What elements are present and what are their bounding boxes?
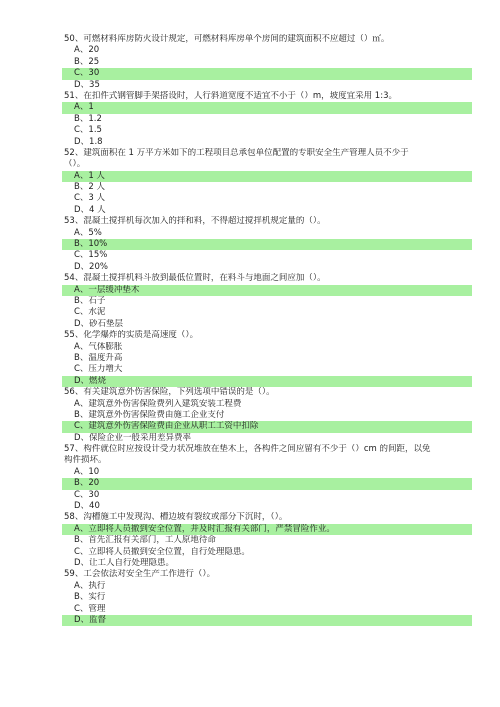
- answer-option: D、让工人自行处理隐患。: [74, 557, 175, 568]
- question-block: [62, 569, 472, 626]
- answer-option: D、保险企业一般采用差异费率: [74, 432, 192, 443]
- question-text: 构件损坏。: [64, 455, 107, 466]
- question-block: [62, 330, 472, 387]
- question-text: 52、建筑面积在 1 万平方米如下的工程项目总承包单位配置的专职安全生产管理人员不少于: [64, 147, 409, 158]
- answer-option: D、4 人: [74, 204, 106, 215]
- answer-option: C、3 人: [74, 193, 106, 204]
- answer-option: C、15%: [74, 250, 108, 261]
- question-text: （）。: [64, 159, 86, 170]
- correct-option: B、20: [62, 478, 472, 489]
- answer-option: D、砂石垫层: [74, 318, 124, 329]
- question-text: 54、混凝土搅拌机料斗放到最低位置时，在料斗与地面之间应加（）。: [64, 273, 326, 284]
- answer-option: C、1.5: [74, 125, 102, 136]
- answer-option: D、1.8: [74, 136, 103, 147]
- question-text: 55、化学爆炸的实质是高速度（）。: [64, 330, 199, 341]
- correct-option: C、建筑意外伤害保险费由企业从职工工资中扣除: [62, 421, 472, 432]
- answer-option: D、20%: [74, 261, 108, 272]
- answer-option: B、25: [74, 56, 100, 67]
- answer-option: B、2 人: [74, 182, 105, 193]
- answer-option: A、气体膨胀: [74, 341, 123, 352]
- answer-option: C、30: [74, 489, 100, 500]
- question-block: [62, 216, 472, 273]
- question-text: 58、沟槽施工中发现沟、槽边坡有裂纹或部分下沉时，（）。: [64, 512, 288, 523]
- answer-option: C、水泥: [74, 307, 106, 318]
- question-text: 57、构件就位时应按设计受力状况堆放在垫木上，各构件之间应留有不少于（）cm 的间距，以免: [64, 444, 431, 455]
- question-list: [62, 34, 472, 626]
- question-block: [62, 444, 472, 512]
- answer-option: B、首先汇报有关部门，工人原地待命: [74, 535, 216, 546]
- answer-option: B、1.2: [74, 113, 102, 124]
- question-text: 51、在扣件式钢管脚手架搭设时，人行斜道宽度不适宜不小于（）m，坡度宜采用 1:3。: [64, 90, 397, 101]
- answer-option: A、10: [74, 466, 100, 477]
- question-block: [62, 34, 472, 91]
- answer-option: C、压力增大: [74, 364, 123, 375]
- answer-option: D、35: [74, 79, 100, 90]
- answer-option: B、建筑意外伤害保险费由施工企业支付: [74, 409, 225, 420]
- answer-option: B、温度升高: [74, 352, 123, 363]
- answer-option: A、建筑意外伤害保险费列入建筑安装工程费: [74, 398, 242, 409]
- correct-option: A、立即将人员撤到安全位置，并及时汇报有关部门，严禁冒险作业。: [62, 524, 472, 535]
- question-text: 53、混凝土搅拌机每次加入的拌和料，不得超过搅拌机规定量的（）。: [64, 216, 326, 227]
- question-text: 50、可燃材料库房防火设计规定，可燃材料库房单个房间的建筑面积不应超过（）㎡。: [64, 34, 390, 44]
- correct-option: D、监督: [62, 615, 472, 626]
- question-text: 59、工会依法对安全生产工作进行（）。: [64, 569, 216, 580]
- question-block: [62, 512, 472, 569]
- correct-option: A、1 人: [62, 171, 472, 182]
- question-block: [62, 91, 472, 148]
- correct-option: D、燃烧: [62, 376, 472, 387]
- answer-option: D、40: [74, 501, 100, 512]
- correct-option: A、一层缓冲垫木: [62, 285, 472, 296]
- correct-option: B、10%: [62, 239, 472, 250]
- answer-option: B、实行: [74, 592, 106, 603]
- question-block: [62, 148, 472, 216]
- question-block: [62, 273, 472, 330]
- answer-option: C、管理: [74, 603, 106, 614]
- answer-option: B、石子: [74, 295, 106, 306]
- answer-option: A、5%: [74, 227, 102, 238]
- question-text: 56、有关建筑意外伤害保险，下列选项中错误的是（）。: [64, 387, 275, 398]
- answer-option: A、20: [74, 45, 100, 56]
- correct-option: A、1: [62, 102, 472, 113]
- answer-option: A、执行: [74, 580, 106, 591]
- answer-option: C、立即将人员撤到安全位置，自行处理隐患。: [74, 546, 250, 557]
- correct-option: C、30: [62, 68, 472, 79]
- question-block: [62, 387, 472, 444]
